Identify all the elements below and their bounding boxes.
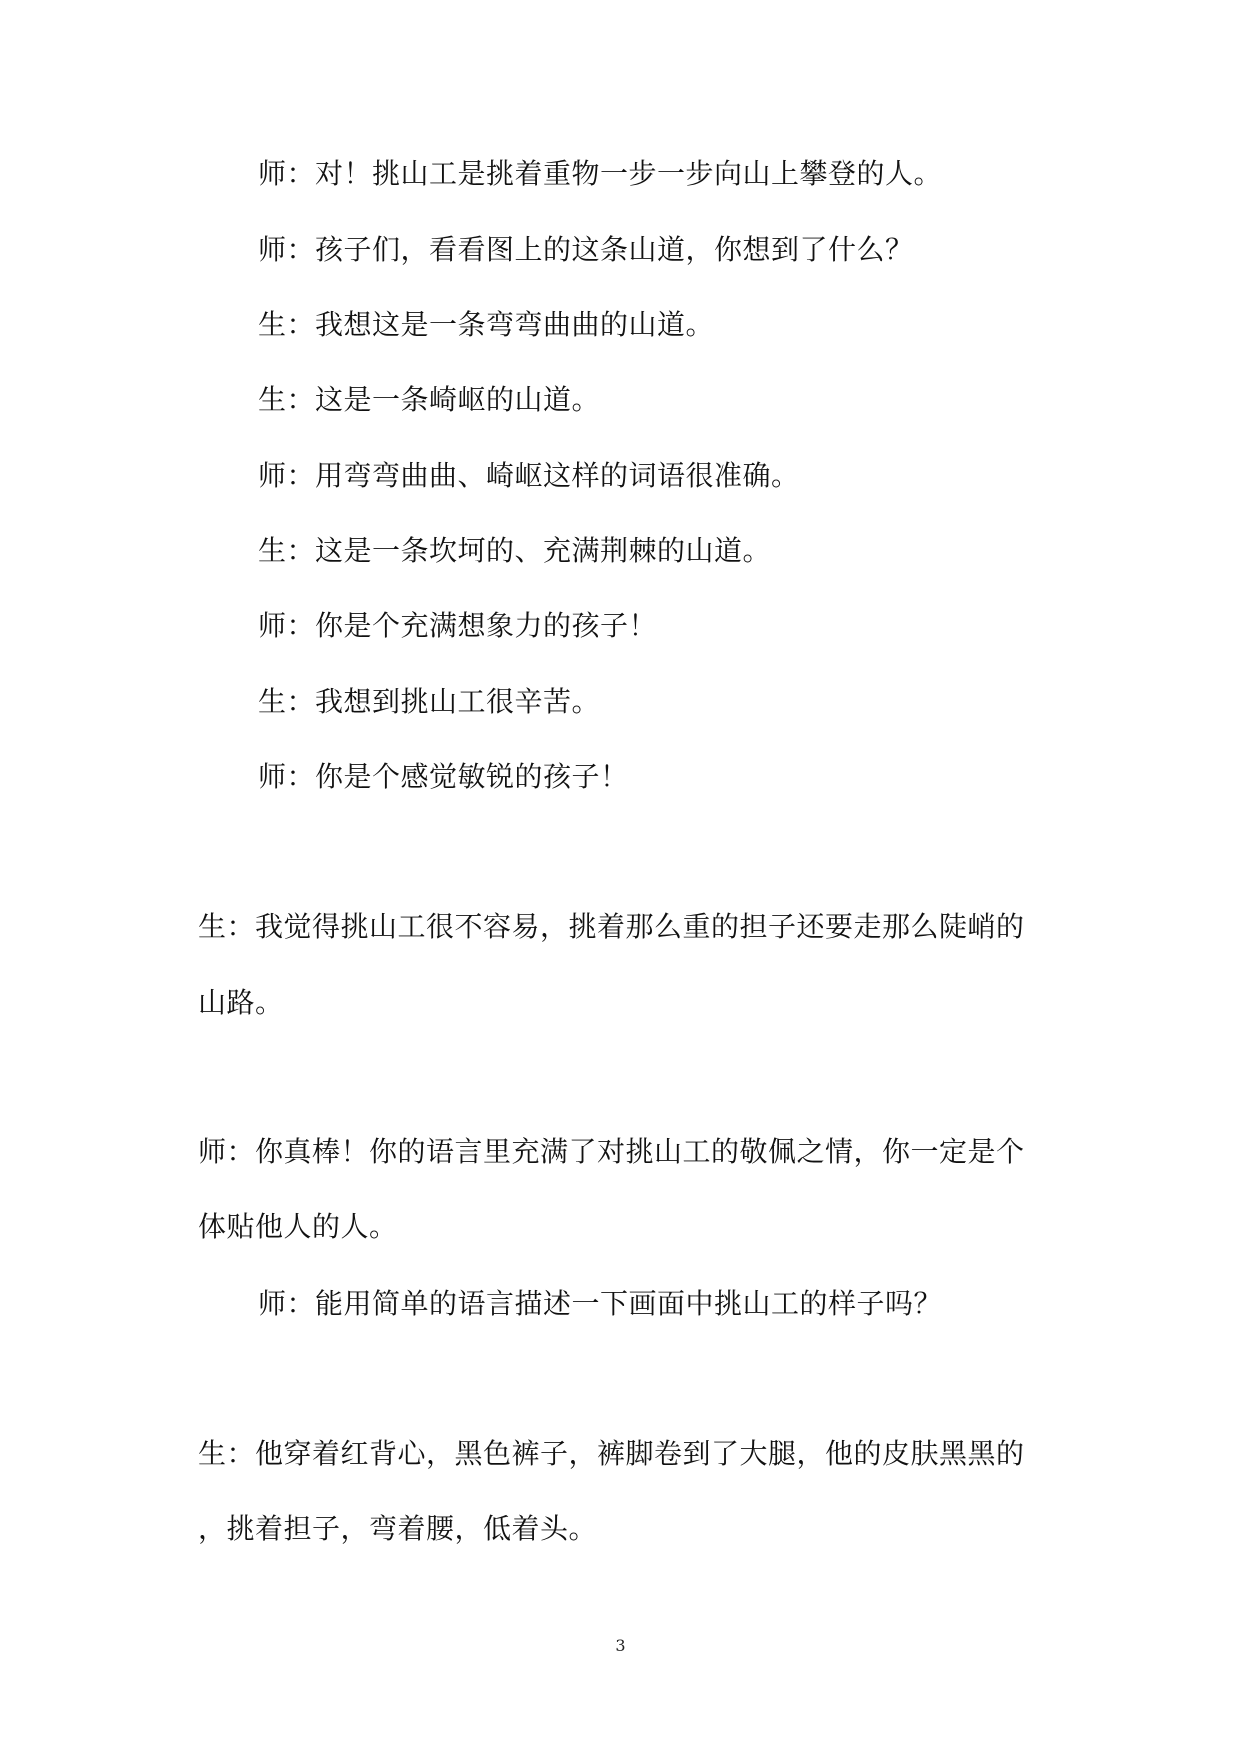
dialogue-line: 生：他穿着红背心，黑色裤子，裤脚卷到了大腿，他的皮肤黑黑的: [198, 1437, 1025, 1470]
dialogue-line: 师：你真棒！你的语言里充满了对挑山工的敬佩之情，你一定是个: [198, 1135, 1025, 1168]
dialogue-line: 生：我想到挑山工很辛苦。: [258, 685, 601, 718]
page-number: 3: [615, 1636, 626, 1655]
dialogue-line: 师：你是个充满想象力的孩子！: [258, 609, 658, 642]
dialogue-line: 师：孩子们，看看图上的这条山道，你想到了什么？: [258, 233, 914, 266]
dialogue-line: 师：对！挑山工是挑着重物一步一步向山上攀登的人。: [258, 157, 943, 190]
dialogue-line: 生：这是一条崎岖的山道。: [258, 383, 601, 416]
dialogue-line-continuation: 体贴他人的人。: [198, 1210, 398, 1243]
dialogue-line: 生：我想这是一条弯弯曲曲的山道。: [258, 308, 715, 341]
dialogue-line: 生：这是一条坎坷的、充满荆棘的山道。: [258, 534, 772, 567]
dialogue-line: 师：用弯弯曲曲、崎岖这样的词语很准确。: [258, 459, 800, 492]
dialogue-line: 师：能用简单的语言描述一下画面中挑山工的样子吗？: [258, 1287, 943, 1320]
dialogue-line: 生：我觉得挑山工很不容易，挑着那么重的担子还要走那么陡峭的: [198, 910, 1025, 943]
dialogue-line: 师：你是个感觉敏锐的孩子！: [258, 760, 629, 793]
dialogue-line-continuation: ，挑着担子，弯着腰，低着头。: [198, 1512, 598, 1545]
dialogue-line-continuation: 山路。: [198, 986, 284, 1019]
